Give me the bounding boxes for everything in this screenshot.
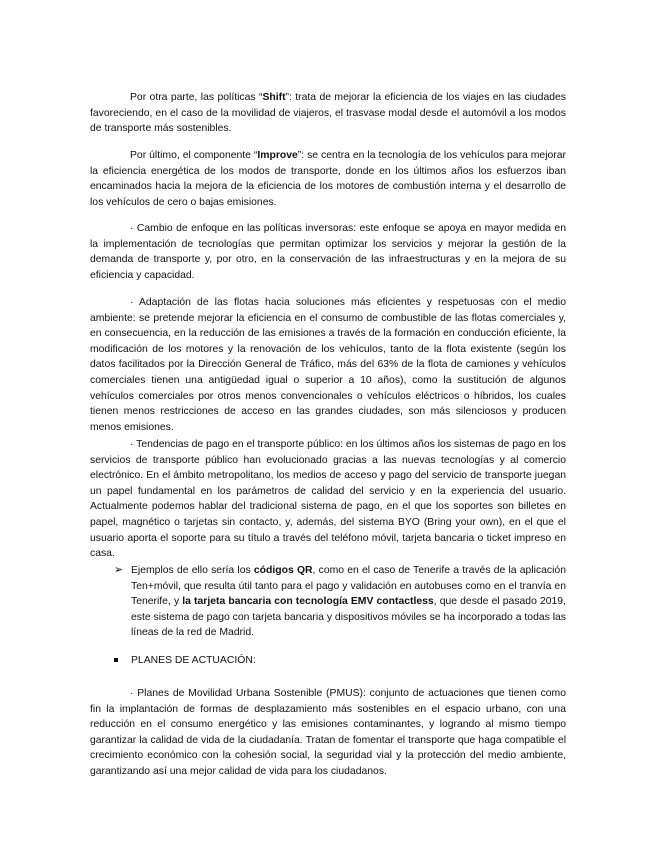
paragraph-flotas: · Adaptación de las flotas hacia soluciones más eficientes y respetuosas con el medio ambiente: se pretende mejorar la eficiencia en el consumo de combustible de las flotas comerciales y, en consecuencia, en la reducción de las emisiones a través de la formación en conducción eficiente, la modificación de los motores y la renovación de los vehículos, tanto de la flota existente (según los datos facilitados por la Dirección General de Tráfico, más del 63% de la flota de camiones y vehículos comerciales tienen una antigüedad igual o superior a 10 años), como la sustitución de algunos vehículos comerciales por otros menos convencionales o vehículos eléctricos o híbridos, los cuales tienen menos restricciones de acceso en las grandes ciudades, son más silenciosos y producen menos emisiones. <box>90 297 566 433</box>
bullet-planes <box>90 653 566 669</box>
ejemplos-e: , que desde el pasado 2019, este sistema de pago con tarjeta bancaria y dispositivos móviles se ha incorporado a todas las líneas de la red de Madrid. <box>131 596 566 639</box>
arrow-check-bullet-icon: ➢ <box>114 564 124 576</box>
shift-lead: Por otra parte, las políticas “ <box>130 92 263 103</box>
ejemplos-codigos-qr: códigos QR <box>253 565 313 576</box>
paragraph-inversoras: · Cambio de enfoque en las políticas inversoras: este enfoque se apoya en mayor medida en la implementación de tecnologías que permitan optimizar los servicios y mejorar la gestión de la demanda de transporte y, por otro, en la conservación de las infraestructuras y en la mejora de su eficiencia y capacidad. <box>90 223 566 281</box>
paragraph-improve <box>90 148 566 210</box>
ejemplos-text <box>131 563 566 641</box>
ejemplos-a: Ejemplos de ello sería los <box>131 565 254 576</box>
paragraph-pmus: · Planes de Movilidad Urbana Sostenible (PMUS): conjunto de actuaciones que tienen como fin la implantación de formas de desplazamiento más sostenibles en el espacio urbano, con una reducción en el consumo energético y las emisiones contaminantes, y logrando al mismo tiempo garantizar la calidad de vida de la ciudadanía. Tratan de fomentar el transporte que haga compatible el crecimiento económico con la cohesión social, la seguridad vial y la protección del medio ambiente, garantizando así una mejor calidad de vida para los ciudadanos. <box>90 688 566 777</box>
improve-lead: Por último, el componente “ <box>130 150 258 161</box>
shift-term: Shift <box>262 92 286 103</box>
ejemplos-tarjeta: la tarjeta bancaria con tecnología EMV contactless <box>182 596 434 608</box>
planes-heading: PLANES DE ACTUACIÓN: <box>131 655 256 666</box>
square-bullet-icon <box>114 658 118 662</box>
bullet-ejemplos <box>90 563 566 643</box>
paragraph-shift <box>90 90 566 137</box>
improve-term: Improve <box>257 150 298 161</box>
shift-rest: ”: trata de mejorar la eficiencia de los viajes en las ciudades favoreciendo, en el caso de la movilidad de viajeros, el trasvase modal desde el automóvil a los modos de transporte más sostenibles. <box>90 92 566 135</box>
paragraph-pago: · Tendencias de pago en el transporte público: en los últimos años los sistemas de pago en los servicios de transporte público han evolucionado gracias a las nuevas tecnologías y al comercio electrónico. En el ámbito metropolitano, los medios de acceso y pago del servicio de transporte juegan un papel fundamental en los parámetros de calidad del servicio y en la experiencia del usuario. Actualmente podemos hablar del tradicional sistema de pago, en el que los soportes son billetes en papel, magnético o tarjetas sin contacto, y, además, del sistema BYO (Bring your own), en el que el usuario aporta el soporte para su título a través del teléfono móvil, tarjeta bancaria o ticket impreso en casa. <box>90 439 566 560</box>
ejemplos-c: , como en el caso de Tenerife a través de la aplicación Ten+móvil, que resulta útil tanto para el pago y validación en autobuses como en el tranvía en Tenerife, y <box>131 565 566 608</box>
improve-rest: ”: se centra en la tecnología de los vehículos para mejorar la eficiencia energética de los modos de transporte, donde en los últimos años los esfuerzos iban encaminados hacia la mejora de la eficiencia de los motores de combustión interna y el desarrollo de los vehículos de cero o bajas emisiones. <box>90 150 566 208</box>
